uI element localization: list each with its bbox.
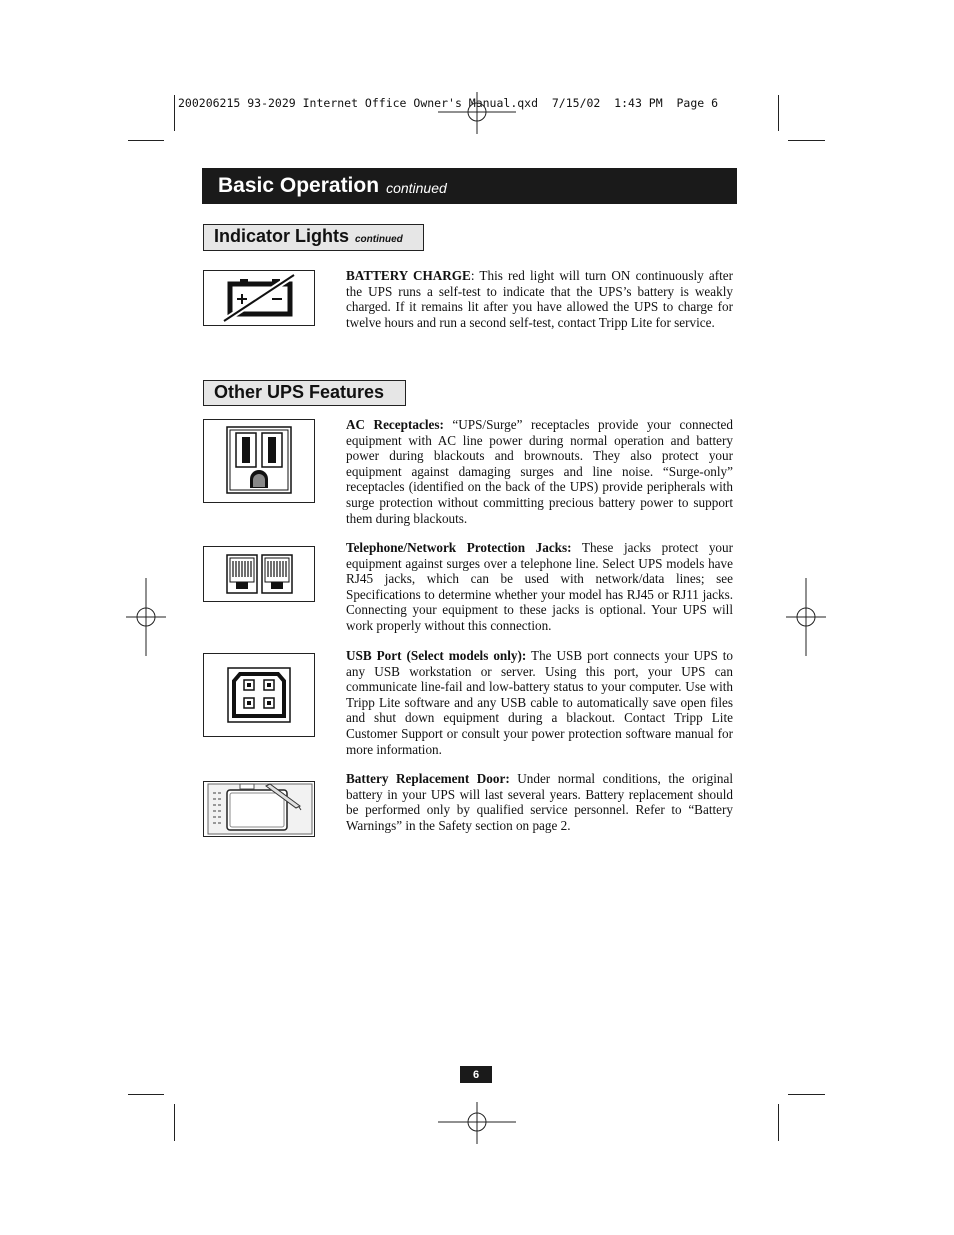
registration-mark-left xyxy=(126,578,166,656)
section-continued: continued xyxy=(386,179,447,196)
battery-charge-figure xyxy=(203,270,315,326)
battery-door-text: Under normal conditions, the original battery in your UPS will last several years. Battery replacement should be performed only by qualified service personnel. Refer to “Battery Warnings” in the Safety section on page 2. xyxy=(346,771,734,833)
battery-door-label: Battery Replacement Door: xyxy=(346,771,510,786)
battery-door-figure xyxy=(203,781,315,837)
other-features-heading xyxy=(203,380,406,406)
battery-door-icon xyxy=(204,782,314,836)
battery-crossed-icon xyxy=(204,271,314,325)
battery-charge-text: : This red light will turn ON continuously after the UPS runs a self-test to indicate that the UPS’s battery is weakly charged. If it remains lit after you have allowed the UPS to charge for twelve hours and run a second self-test, contact Tripp Lite for service. xyxy=(346,268,734,330)
section-title: Basic Operation xyxy=(218,174,380,197)
other-features-title: Other UPS Features xyxy=(214,382,385,402)
usb-port-text: The USB port connects your UPS to any USB workstation or server. Using this port, your UPS can communicate line-fail and low-battery status to your computer. Use with Tripp Lite software and any USB cable to automatically save open files and shut down equipment during a blackout. Contact Tripp Lite Customer Support or consult your power protection software manual for more information. xyxy=(346,648,733,757)
usb-port-paragraph xyxy=(346,648,733,757)
usb-port-label: USB Port (Select models only): xyxy=(346,648,527,663)
ac-receptacles-text: “UPS/Surge” receptacles provide your connected equipment with AC line power during normal operation and battery power during blackouts and brownouts. They also protect your equipment against damaging surges and line noise. “Surge-only” receptacles (identified on the back of the UPS) provide peripherals with surge protection without committing precious battery power to support them during blackouts. xyxy=(346,417,733,526)
phone-jacks-text: These jacks protect your equipment against surges over a telephone line. Select UPS models have RJ45 jacks, which can be used with network/data lines; see Specifications to determine whether your model has RJ45 or RJ11 jacks. Connecting your equipment to these jacks is optional. Your UPS will work properly without this connection. xyxy=(346,540,733,633)
section-header xyxy=(202,168,737,204)
phone-jacks-icon xyxy=(204,547,314,601)
indicator-lights-continued: continued xyxy=(355,234,403,245)
ac-receptacles-paragraph xyxy=(346,417,733,526)
usb-port-icon xyxy=(204,654,314,736)
indicator-lights-heading xyxy=(203,224,424,251)
battery-charge-paragraph xyxy=(346,268,733,330)
indicator-lights-title: Indicator Lights xyxy=(214,226,349,246)
ac-receptacles-figure xyxy=(203,419,315,503)
registration-mark-bottom xyxy=(438,1102,516,1144)
registration-mark-right xyxy=(786,578,826,656)
battery-door-paragraph xyxy=(346,771,733,833)
phone-jacks-label: Telephone/Network Protection Jacks: xyxy=(346,540,572,555)
registration-mark-top xyxy=(438,92,516,134)
page-number: 6 xyxy=(460,1066,492,1083)
usb-port-figure xyxy=(203,653,315,737)
battery-charge-label: BATTERY CHARGE xyxy=(346,268,471,283)
ac-receptacle-icon xyxy=(204,420,314,502)
phone-jacks-figure xyxy=(203,546,315,602)
print-slug: 200206215 93-2029 Internet Office Owner's Manual.qxd 7/15/02 1:43 PM Page 6 xyxy=(178,96,719,110)
phone-jacks-paragraph xyxy=(346,540,733,634)
ac-receptacles-label: AC Receptacles: xyxy=(346,417,444,432)
